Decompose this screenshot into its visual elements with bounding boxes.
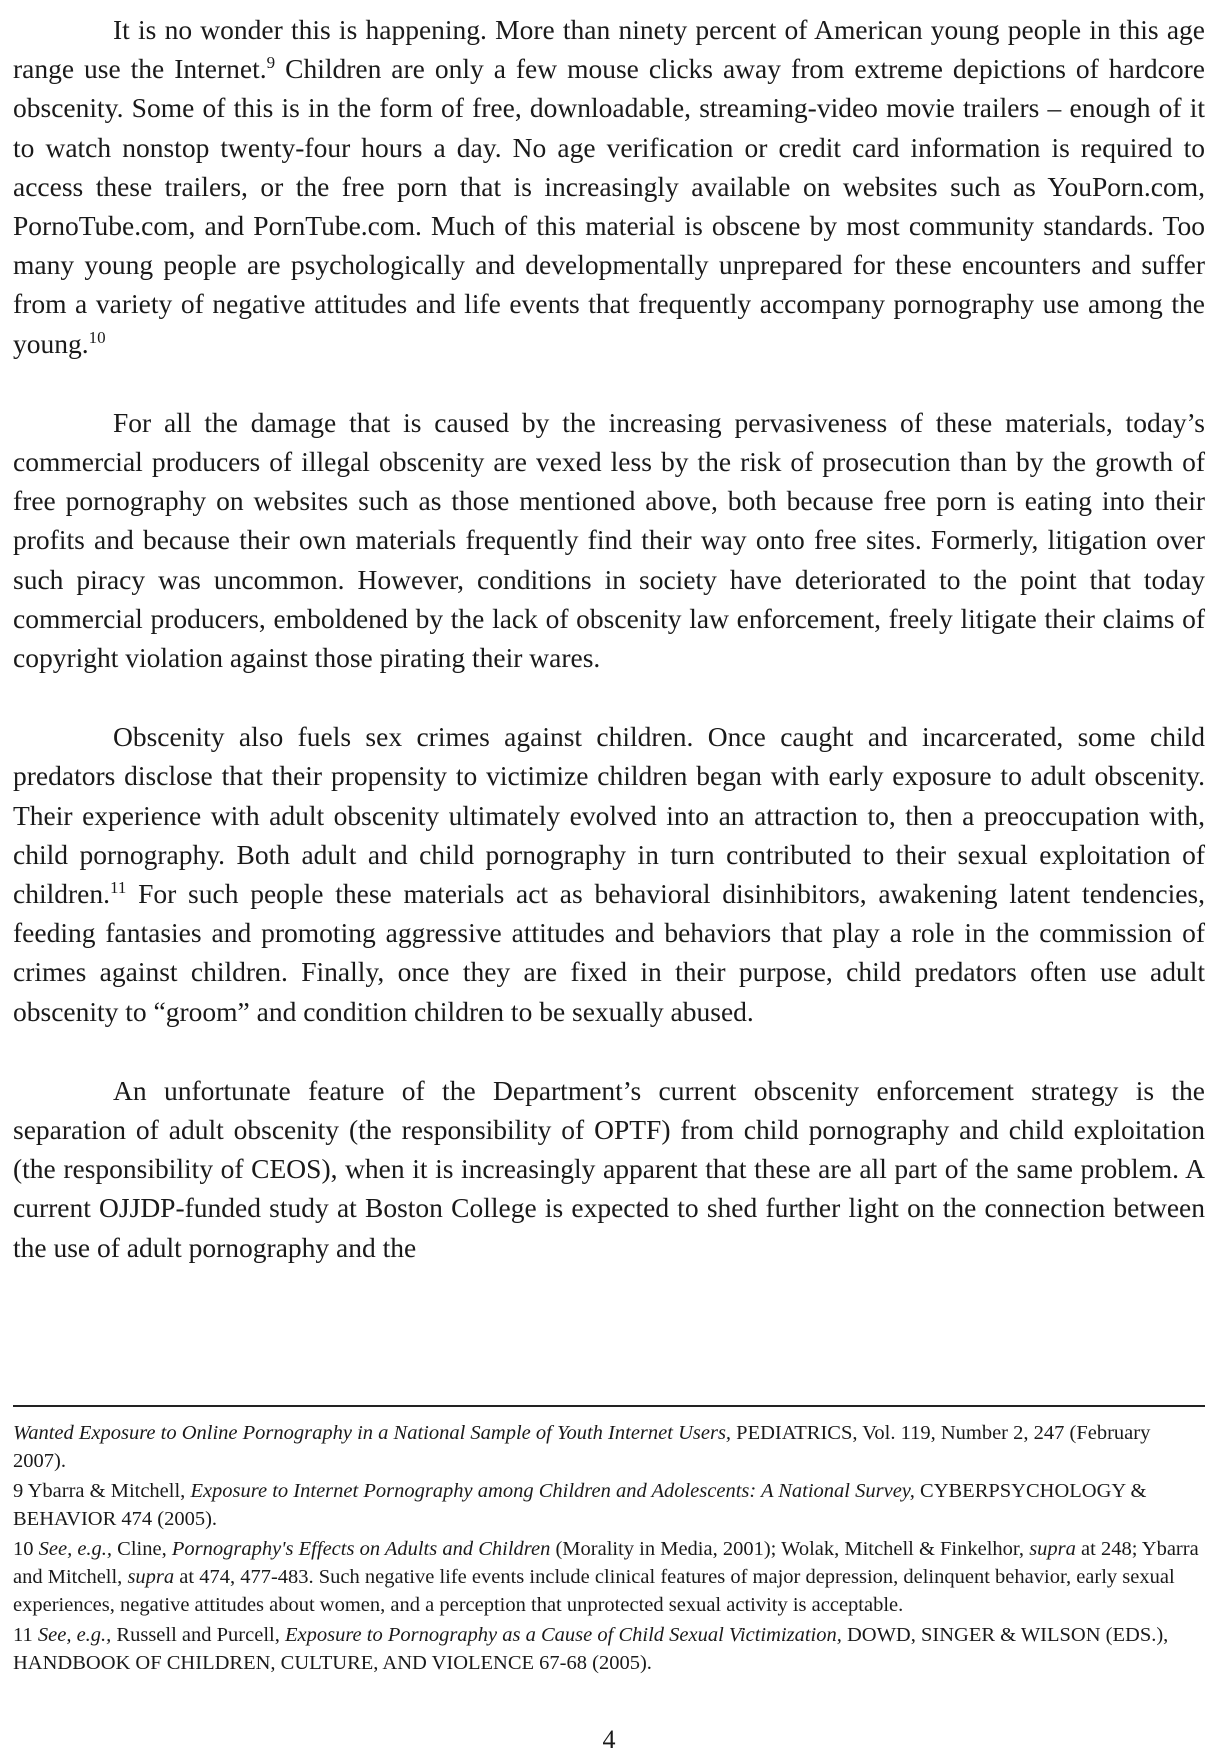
footnote-10-signal: See, e.g., xyxy=(33,1538,113,1560)
paragraph-1-text-a: It is no wonder this is happening. More than ninety percent of American young people in this age range use the Internet. xyxy=(13,14,1205,85)
footnote-10-mid-1: (Morality in Media, 2001); Wolak, Mitchell & Finkelhor, xyxy=(550,1538,1030,1560)
paragraph-3 xyxy=(13,717,1205,1031)
footnote-11-rest: DOWD, SINGER & WILSON (EDS.), HANDBOOK OF CHILDREN, CULTURE, AND VIOLENCE 67-68 (2005). xyxy=(13,1624,1169,1674)
paragraph-4-text: An unfortunate feature of the Department’s current obscenity enforcement strategy is the separation of adult obscenity (the responsibility of OPTF) from child pornography and child exploitation (the responsibility of CEOS), when it is increasingly apparent that these are all part of the same problem. A current OJJDP-funded study at Boston College is expected to shed further light on the connection between the use of adult pornography and the xyxy=(13,1074,1205,1263)
footnote-10-supra-2: supra xyxy=(127,1566,175,1588)
footnote-cont-rest: PEDIATRICS, Vol. 119, Number 2, 247 (February 2007). xyxy=(13,1422,1151,1472)
footnote-11-title: Exposure to Pornography as a Cause of Child Sexual Victimization, xyxy=(284,1624,842,1646)
footnote-10 xyxy=(13,1535,1205,1619)
document-body xyxy=(13,10,1205,1267)
page-number: 4 xyxy=(602,1725,616,1754)
footnote-10-supra-1: supra xyxy=(1029,1538,1076,1560)
paragraph-2-text: For all the damage that is caused by the increasing pervasiveness of these materials, today’s commercial producers of illegal obscenity are vexed less by the risk of prosecution than by the growth of free pornography on websites such as those mentioned above, both because free porn is eating into their profits and because their own materials frequently find their way onto free sites. Formerly, litigation over such piracy was uncommon. However, conditions in society have deteriorated to the point that today commercial producers, emboldened by the lack of obscenity law enforcement, freely litigate their claims of copyright violation against those pirating their wares. xyxy=(13,406,1205,674)
paragraph-3-text-b: For such people these materials act as behavioral disinhibitors, awakening latent tendencies, feeding fantasies and promoting aggressive attitudes and behaviors that play a role in the commission of crimes against children. Finally, once they are fixed in their purpose, child predators often use adult obscenity to “groom” and condition children to be sexually abused. xyxy=(13,878,1205,1027)
footnote-11-pre: Russell and Purcell, xyxy=(111,1624,285,1646)
paragraph-2 xyxy=(13,403,1205,677)
footnote-10-number: 10 xyxy=(13,1538,34,1560)
footnote-11-signal: See, e.g., xyxy=(32,1624,112,1646)
footnotes xyxy=(13,1419,1205,1679)
paragraph-3-text-a: Obscenity also fuels sex crimes against children. Once caught and incarcerated, some child predators disclose that their propensity to victimize children began with early exposure to adult obscenity. Their experience with adult obscenity ultimately evolved into an attraction to, then a preoccupation with, child pornography. Both adult and child pornography in turn contributed to their sexual exploitation of children. xyxy=(13,721,1205,910)
footnote-10-mid-2: at 248; Ybarra and Mitchell, xyxy=(13,1538,1199,1588)
footnote-ref-9: 9 xyxy=(266,53,276,73)
footnote-cont-title: Wanted Exposure to Online Pornography in a National Sample of Youth Internet Users, xyxy=(13,1422,732,1444)
footnote-10-title: Pornography's Effects on Adults and Children xyxy=(171,1538,551,1560)
footnote-ref-11: 11 xyxy=(109,877,127,897)
paragraph-1-text-b: Children are only a few mouse clicks away from extreme depictions of hardcore obscenity. Some of this is in the form of free, downloadable, streaming-video movie trailers – enough of it to watch nonstop twenty-four hours a day. No age verification or credit card information is required to access these trailers, or the free porn that is increasingly available on websites such as YouPorn.com, PornoTube.com, and PornTube.com. Much of this material is obscene by most community standards. Too many young people are psychologically and developmentally unprepared for these encounters and suffer from a variety of negative attitudes and life events that frequently accompany pornography use among the young. xyxy=(13,53,1205,359)
footnote-11-number: 11 xyxy=(13,1624,33,1646)
footnote-9-pre: Ybarra & Mitchell, xyxy=(23,1480,191,1502)
footnote-9 xyxy=(13,1477,1205,1533)
footnote-11 xyxy=(13,1621,1205,1677)
paragraph-4 xyxy=(13,1071,1205,1267)
footnote-ref-10: 10 xyxy=(88,327,106,347)
footnote-9-number: 9 xyxy=(13,1480,24,1502)
footnote-9-title: Exposure to Internet Pornography among Children and Adolescents: A National Survey, xyxy=(190,1480,915,1502)
footnote-divider xyxy=(13,1405,1205,1407)
footnote-10-pre: Cline, xyxy=(112,1538,172,1560)
footnote-continuation xyxy=(13,1419,1205,1475)
footnote-10-rest: at 474, 477-483. Such negative life events include clinical features of major depression, delinquent behavior, early sexual experiences, negative attitudes about women, and a perception that unprotected sexual activity is acceptable. xyxy=(13,1566,1175,1616)
footnote-9-rest: CYBERPSYCHOLOGY & BEHAVIOR 474 (2005). xyxy=(13,1480,1147,1530)
paragraph-1 xyxy=(13,10,1205,363)
